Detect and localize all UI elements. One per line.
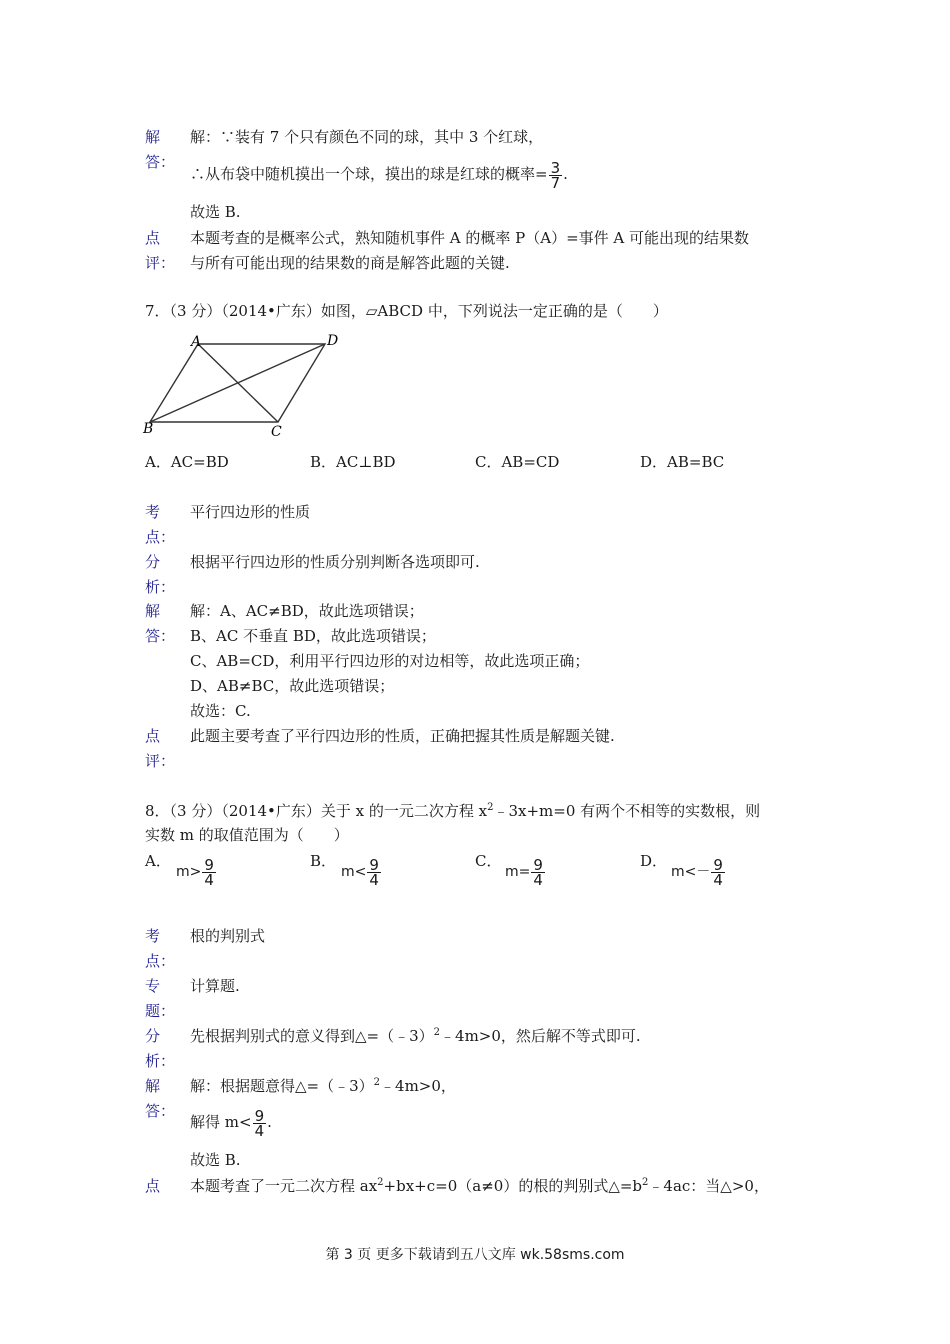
label-kao: 考 <box>145 503 161 521</box>
option-c-label: C． <box>475 852 502 870</box>
label-da: 答： <box>145 627 176 645</box>
comment-line: 本题考查的是概率公式，熟知随机事件 A 的概率 P（A）=事件 A 可能出现的结果数 <box>190 229 750 247</box>
label-kao: 考 <box>145 927 161 945</box>
comment-line: 本题考查了一元二次方程 $ax^2+bx+c=0(a\ne 0)$的根的判别式$\triangle=b^2﹣4ac$：当△>0， <box>190 1177 769 1195</box>
label-xi: 析： <box>145 578 176 596</box>
label-dian: 点： <box>145 952 176 970</box>
option-a: A．AC=BD <box>145 453 229 471</box>
label-dian: 点 <box>145 1177 161 1195</box>
option-b-expr: m< $\frac{9}{4}$ <box>341 855 379 889</box>
option-c-expr: m= $\frac{9}{4}$ <box>505 855 543 889</box>
option-d-expr: m<－ $\frac{9}{4}$ <box>671 855 723 889</box>
knowledge-point: 平行四边形的性质 <box>190 503 311 521</box>
option-b: B．AC⊥BD <box>310 453 396 471</box>
comment-line: 与所有可能出现的结果数的商是解答此题的关键. <box>190 254 510 272</box>
label-da: 答： <box>145 153 176 171</box>
answer-line: 解：根据题意得△=（﹣3）$^2$﹣4m>0， <box>190 1077 456 1095</box>
option-d: D．AB=BC <box>640 453 725 471</box>
fraction: $\frac{9}{4}$ <box>369 855 379 889</box>
answer-line: C、AB=CD，利用平行四边形的对边相等，故此选项正确； <box>190 652 590 670</box>
topic: 计算题. <box>190 977 240 995</box>
answer-line: 故选 B. <box>190 1151 241 1169</box>
fraction: $\frac{9}{4}$ <box>533 855 543 889</box>
question-stem: 7．（3 分）（2014•广东）如图，▱ABCD 中，下列说法一定正确的是（ ） <box>145 302 668 320</box>
parallelogram-figure <box>140 330 350 440</box>
option-a-label: A． <box>145 852 171 870</box>
question-stem: 实数 m 的取值范围为（ ） <box>145 826 349 844</box>
option-b-label: B． <box>310 852 337 870</box>
label-fen: 分 <box>145 1027 161 1045</box>
label-fen: 分 <box>145 553 161 571</box>
label-xi: 析： <box>145 1052 176 1070</box>
page-footer: 第 3 页 更多下载请到五八文库 wk.58sms.com <box>325 1247 625 1263</box>
label-ping: 评： <box>145 254 176 272</box>
fraction: $\frac{9}{4}$ <box>254 1106 265 1140</box>
label-jie: 解 <box>145 602 161 620</box>
fraction: $\frac{3}{7}$ <box>550 158 561 192</box>
vertex-label-d: D <box>327 333 339 349</box>
option-a-expr: m> $\frac{9}{4}$ <box>176 855 214 889</box>
fraction: $\frac{9}{4}$ <box>204 855 214 889</box>
answer-line: ∴从布袋中随机摸出一个球，摸出的球是红球的概率= $\frac{3}{7}$ . <box>190 158 568 192</box>
label-dian: 点： <box>145 528 176 546</box>
analysis: 根据平行四边形的性质分别判断各选项即可. <box>190 553 480 571</box>
label-zhuan: 专 <box>145 977 161 995</box>
label-ti: 题： <box>145 1002 176 1020</box>
vertex-label-b: B <box>143 421 154 437</box>
option-d-label: D． <box>640 852 668 870</box>
knowledge-point: 根的判别式 <box>190 927 266 945</box>
question-stem: 8．（3 分）（2014•广东）关于 x 的一元二次方程 $x^2﹣3x+m=0$ 有两个不相等的实数根，则 <box>145 802 761 820</box>
vertex-label-a: A <box>191 334 202 350</box>
answer-line: B、AC 不垂直 BD，故此选项错误； <box>190 627 436 645</box>
answer-line: 解得 m< $\frac{9}{4}$ . <box>190 1106 272 1140</box>
answer-line: 故选：C. <box>190 702 251 720</box>
label-da: 答： <box>145 1102 176 1120</box>
answer-line: 解：∵装有 7 个只有颜色不同的球，其中 3 个红球， <box>190 128 544 146</box>
option-c: C．AB=CD <box>475 453 560 471</box>
analysis: 先根据判别式的意义得到△=（﹣3）$^2$﹣4m>0，然后解不等式即可. <box>190 1027 641 1045</box>
answer-line: D、AB≠BC，故此选项错误； <box>190 677 395 695</box>
label-dian: 点 <box>145 727 161 745</box>
label-ping: 评： <box>145 752 176 770</box>
vertex-label-c: C <box>271 424 282 440</box>
label-dian: 点 <box>145 229 161 247</box>
label-jie: 解 <box>145 128 161 146</box>
label-jie: 解 <box>145 1077 161 1095</box>
comment-line: 此题主要考查了平行四边形的性质，正确把握其性质是解题关键. <box>190 727 615 745</box>
answer-line: 故选 B. <box>190 203 241 221</box>
fraction: $\frac{9}{4}$ <box>713 855 723 889</box>
diagonal-bd <box>150 344 325 422</box>
answer-line: 解：A、AC≠BD，故此选项错误； <box>190 602 424 620</box>
